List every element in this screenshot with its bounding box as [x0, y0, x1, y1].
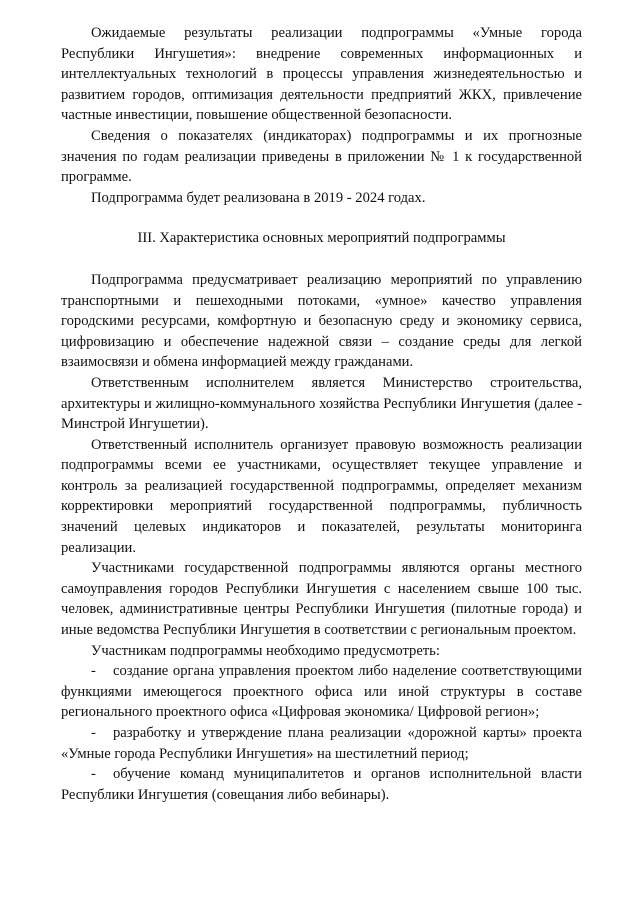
- paragraph-must-provide: Участникам подпрограммы необходимо предусмотреть:: [91, 642, 440, 659]
- paragraph-activities: Подпрограмма предусматривает реализацию мероприятий по управлению транспортными и пешеходными потоками, «умное» качество управления городскими ресурсами, комфортную и безопасную среду и экономику сервиса, цифровизацию и обеспечение надежной связи – создание среды для легкой взаимосвязи и обмена информацией между гражданами.: [61, 271, 582, 371]
- paragraph-organizes: Ответственный исполнитель организует правовую возможность реализации подпрограммы всеми ее участниками, осуществляет текущее управление и контроль за реализацией государственной подпрограммы, определяет механизм корректировки мероприятий государственной подпрограммы, публичность значений целевых индикаторов и показателей, результаты мониторинга реализации.: [61, 436, 582, 556]
- paragraph-indicators: Сведения о показателях (индикаторах) подпрограммы и их прогнозные значения по годам реализации приведены в приложении № 1 к государственной программе.: [61, 127, 582, 186]
- bullet-text: обучение команд муниципалитетов и органов исполнительной власти Республики Ингушетия (совещания либо вебинары).: [61, 766, 582, 803]
- bullet-text: создание органа управления проектом либо наделение соответствующими функциями имеющегося проектного офиса или иной структуры в составе регионального проектного офиса «Цифровая экономика/ Цифровой регион»;: [61, 663, 582, 721]
- paragraph-responsible: Ответственным исполнителем является Министерство строительства, архитектуры и жилищно-коммунального хозяйства Республики Ингушетия (далее - Минстрой Ингушетии).: [61, 374, 582, 433]
- bullet-text: разработку и утверждение плана реализации «дорожной карты» проекта «Умные города Республики Ингушетия» на шестилетний период;: [61, 725, 582, 762]
- paragraph-participants: Участниками государственной подпрограммы являются органы местного самоуправления городов Республики Ингушетия с населением свыше 100 тыс. человек, административные центры Республики Ингушетия (пилотные города) и иные ведомства Республики Ингушетия в соответствии с региональным проектом.: [61, 560, 582, 639]
- bullet-item: [61, 723, 582, 764]
- paragraph-period: Подпрограмма будет реализована в 2019 - 2024 годах.: [91, 189, 426, 206]
- bullet-marker: -: [91, 766, 96, 783]
- bullet-marker: -: [91, 663, 96, 680]
- paragraph-expected-results: Ожидаемые результаты реализации подпрограммы «Умные города Республики Ингушетия»: внедрение современных информационных и интеллектуальных технологий в процессы управления жизнедеятельностью и развитием городов, оптимизация деятельности предприятий ЖКХ, привлечение частные инвестиции, повышение общественной безопасности.: [61, 25, 582, 124]
- section-heading: III. Характеристика основных мероприятий подпрограммы: [137, 230, 506, 247]
- bullet-item: [61, 764, 582, 805]
- bullet-marker: -: [91, 725, 96, 741]
- bullet-item: [61, 661, 582, 723]
